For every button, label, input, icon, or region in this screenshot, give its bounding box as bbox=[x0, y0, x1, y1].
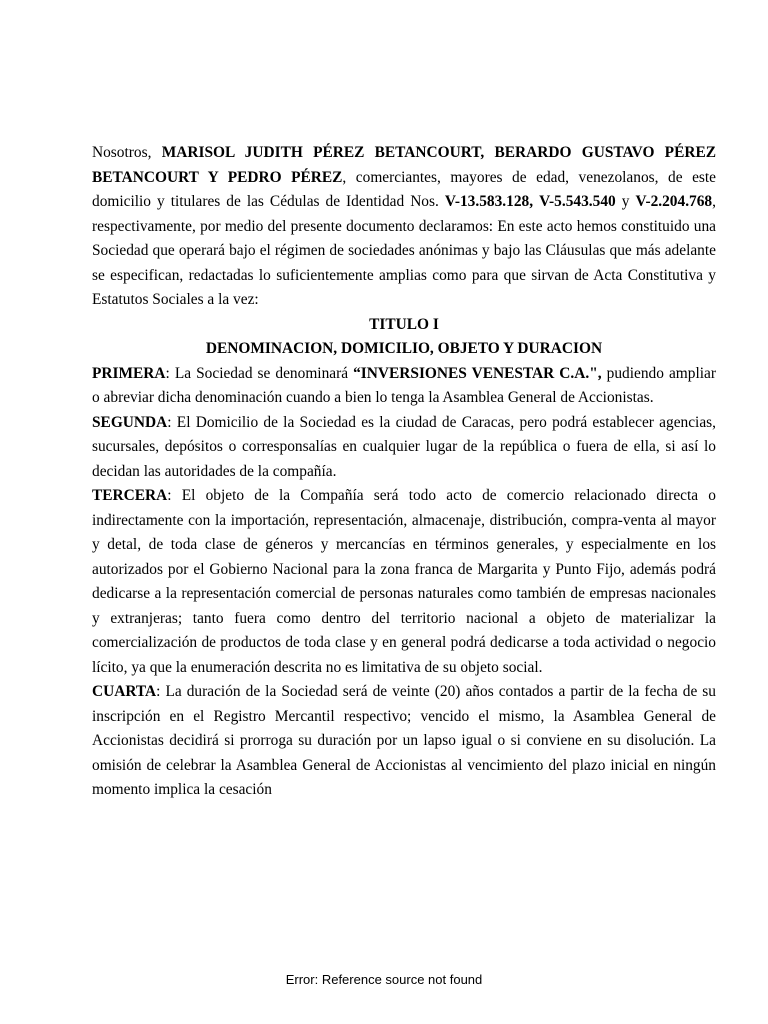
document-body bbox=[92, 141, 716, 803]
id-number-1: V-13.583.128, bbox=[444, 193, 534, 210]
intro-paragraph bbox=[92, 141, 716, 313]
clause-segunda bbox=[92, 411, 716, 485]
clause-text: pudiendo ampliar o abreviar dicha denominación cuando a bien lo tenga la Asamblea General de Accionistas. bbox=[92, 364, 716, 406]
clause-label: CUARTA bbox=[92, 683, 157, 700]
id-number-2: V-5.543.540 bbox=[539, 193, 616, 210]
intro-text: , comerciantes, mayores de edad, venezolanos, de este domicilio y titulares de las Cédulas de Identidad Nos. bbox=[92, 168, 717, 210]
intro-text: , respectivamente, por medio del presente documento declaramos: En este acto hemos constituido una Sociedad que operará bajo el régimen de sociedades anónimas y bajo las Cláusulas que más adelante se especifican, redactadas lo suficientemente amplias como para que sirvan de Acta Constitutiva y Estatutos Sociales a la vez: bbox=[92, 193, 716, 308]
clause-label: SEGUNDA bbox=[92, 413, 168, 431]
intro-text: y bbox=[615, 193, 636, 210]
clause-primera bbox=[92, 362, 716, 411]
section-title: TITULO I bbox=[369, 315, 439, 333]
intro-text: Nosotros, bbox=[92, 144, 162, 161]
company-name: “INVERSIONES VENESTAR C.A.", bbox=[353, 364, 602, 382]
section-subtitle: DENOMINACION, DOMICILIO, OBJETO Y DURACION bbox=[205, 340, 603, 357]
clause-text: : El Domicilio de la Sociedad es la ciudad de Caracas, pero podrá establecer agencias, sucursales, depósitos o corresponsalías en cualquier lugar de la república o fuera de ella, si así lo decidan las autoridades de la compañía. bbox=[92, 413, 716, 480]
clause-label: PRIMERA bbox=[92, 364, 166, 382]
id-number-3: V-2.204.768 bbox=[635, 193, 713, 210]
clause-text: : El objeto de la Compañía será todo acto de comercio relacionado directa o indirectamente con la importación, representación, almacenaje, distribución, compra-venta al mayor y detal, de toda clase de géneros y mercancías en términos generales, y especialmente en los autorizados por el Gobierno Nacional para la zona franca de Margarita y Punto Fijo, además podrá dedicarse a la representación comercial de personas naturales como también de empresas nacionales y extranjeras; tanto fuera como dentro del territorio nacional a objeto de materializar la comercialización de productos de toda clase y en general podrá dedicarse a toda actividad o negocio lícito, ya que la enumeración descrita no es limitativa de su objeto social. bbox=[92, 487, 716, 676]
clause-tercera bbox=[92, 484, 716, 680]
clause-label: TERCERA bbox=[92, 487, 168, 504]
founders-names: MARISOL JUDITH PÉREZ BETANCOURT, BERARDO GUSTAVO PÉREZ BETANCOURT Y PEDRO PÉREZ bbox=[92, 144, 716, 186]
page-footer: Error: Reference source not found bbox=[285, 972, 483, 987]
clause-text: : La Sociedad se denominará bbox=[165, 364, 354, 382]
clause-text: : La duración de la Sociedad será de veinte (20) años contados a partir de la fecha de su inscripción en el Registro Mercantil respectivo; vencido el mismo, la Asamblea General de Accionistas decidirá si prorroga su duración por un lapso igual o si conviene en su disolución. La omisión de celebrar la Asamblea General de Accionistas al vencimiento del plazo inicial en ningún momento implica la cesación bbox=[92, 683, 716, 798]
clause-cuarta bbox=[92, 680, 716, 803]
